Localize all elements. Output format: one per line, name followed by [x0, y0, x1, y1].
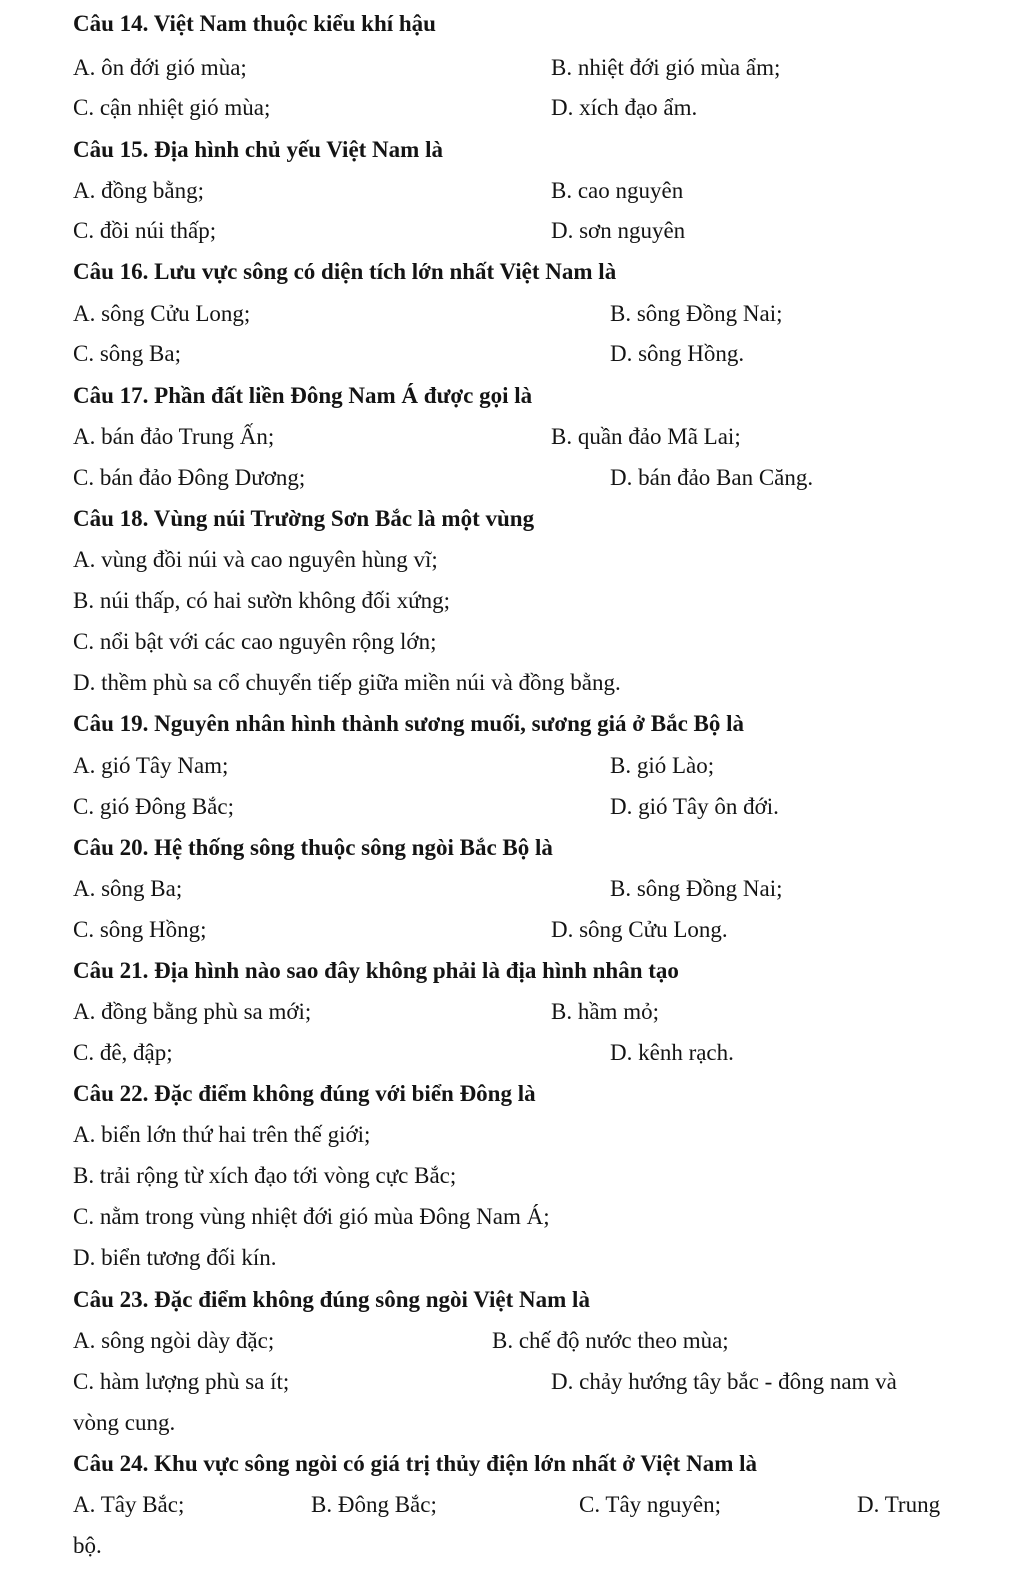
question-15-option-c: C. đồi núi thấp;	[73, 218, 217, 243]
question-15-option-b: B. cao nguyên	[551, 178, 684, 203]
question-15-option-d: D. sơn nguyên	[551, 218, 686, 243]
question-24-option-d: D. Trung	[857, 1492, 941, 1517]
question-23-option-d: D. chảy hướng tây bắc - đông nam và	[551, 1369, 897, 1394]
question-23-option-c: C. hàm lượng phù sa ít;	[73, 1369, 290, 1394]
question-17-option-b: B. quần đảo Mã Lai;	[551, 424, 741, 449]
question-20-title: Câu 20. Hệ thống sông thuộc sông ngòi Bắc Bộ là	[73, 835, 553, 860]
question-22-title: Câu 22. Đặc điểm không đúng với biển Đông là	[73, 1081, 536, 1106]
question-17-title: Câu 17. Phần đất liền Đông Nam Á được gọi là	[73, 383, 533, 408]
question-16-option-b: B. sông Đồng Nai;	[610, 301, 783, 326]
question-20-option-b: B. sông Đồng Nai;	[610, 876, 783, 901]
question-24-option-b: B. Đông Bắc;	[311, 1492, 437, 1517]
question-22-option-a: A. biển lớn thứ hai trên thế giới;	[73, 1122, 371, 1147]
question-18-option-a: A. vùng đồi núi và cao nguyên hùng vĩ;	[73, 547, 438, 572]
question-19-option-a: A. gió Tây Nam;	[73, 753, 229, 778]
question-19-option-c: C. gió Đông Bắc;	[73, 794, 234, 819]
question-14-option-a: A. ôn đới gió mùa;	[73, 55, 247, 80]
question-21-option-c: C. đê, đập;	[73, 1040, 173, 1065]
question-23-title: Câu 23. Đặc điểm không đúng sông ngòi Việt Nam là	[73, 1287, 590, 1312]
question-20-option-a: A. sông Ba;	[73, 876, 183, 901]
question-19-option-b: B. gió Lào;	[610, 753, 715, 778]
question-16-option-a: A. sông Cửu Long;	[73, 301, 251, 326]
question-18-option-b: B. núi thấp, có hai sườn không đối xứng;	[73, 588, 450, 613]
question-24-title: Câu 24. Khu vực sông ngòi có giá trị thủy điện lớn nhất ở Việt Nam là	[73, 1451, 757, 1476]
question-21-option-a: A. đồng bằng phù sa mới;	[73, 999, 312, 1024]
question-22-option-b: B. trải rộng từ xích đạo tới vòng cực Bắc;	[73, 1163, 457, 1188]
question-19-option-d: D. gió Tây ôn đới.	[610, 794, 779, 819]
question-23-option-a: A. sông ngòi dày đặc;	[73, 1328, 275, 1353]
question-15-title: Câu 15. Địa hình chủ yếu Việt Nam là	[73, 137, 443, 162]
question-17-option-d: D. bán đảo Ban Căng.	[610, 465, 814, 490]
question-22-option-d: D. biển tương đối kín.	[73, 1245, 277, 1270]
question-15-option-a: A. đồng bằng;	[73, 178, 204, 203]
question-16-title: Câu 16. Lưu vực sông có diện tích lớn nhất Việt Nam là	[73, 259, 617, 284]
question-18-option-d: D. thềm phù sa cổ chuyển tiếp giữa miền núi và đồng bằng.	[73, 670, 621, 695]
question-17-option-a: A. bán đảo Trung Ấn;	[73, 424, 275, 449]
question-14-title: Câu 14. Việt Nam thuộc kiểu khí hậu	[73, 11, 436, 36]
question-14-option-c: C. cận nhiệt gió mùa;	[73, 95, 271, 120]
question-21-title: Câu 21. Địa hình nào sao đây không phải là địa hình nhân tạo	[73, 958, 679, 983]
question-21-option-b: B. hầm mỏ;	[551, 999, 659, 1024]
question-18-option-c: C. nổi bật với các cao nguyên rộng lớn;	[73, 629, 437, 654]
question-23-option-d-continued: vòng cung.	[73, 1410, 176, 1435]
question-18-title: Câu 18. Vùng núi Trường Sơn Bắc là một vùng	[73, 506, 535, 531]
question-20-option-c: C. sông Hồng;	[73, 917, 207, 942]
question-19-title: Câu 19. Nguyên nhân hình thành sương muối, sương giá ở Bắc Bộ là	[73, 711, 745, 736]
question-21-option-d: D. kênh rạch.	[610, 1040, 734, 1065]
question-24-option-d-continued: bộ.	[73, 1533, 102, 1558]
question-22-option-c: C. nằm trong vùng nhiệt đới gió mùa Đông Nam Á;	[73, 1204, 550, 1229]
question-17-option-c: C. bán đảo Đông Dương;	[73, 465, 306, 490]
question-20-option-d: D. sông Cửu Long.	[551, 917, 728, 942]
question-16-option-d: D. sông Hồng.	[610, 341, 745, 366]
question-16-option-c: C. sông Ba;	[73, 341, 181, 366]
question-23-option-b: B. chế độ nước theo mùa;	[492, 1328, 729, 1353]
question-24-option-a: A. Tây Bắc;	[73, 1492, 185, 1517]
question-24-option-c: C. Tây nguyên;	[579, 1492, 722, 1517]
question-14-option-d: D. xích đạo ẩm.	[551, 95, 698, 120]
question-14-option-b: B. nhiệt đới gió mùa ẩm;	[551, 55, 781, 80]
